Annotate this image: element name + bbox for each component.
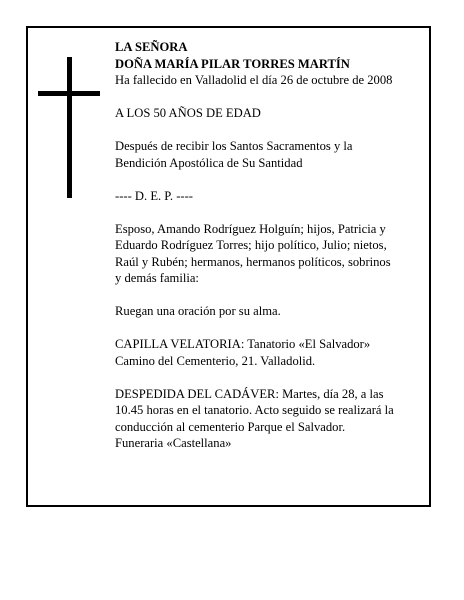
prayer-line: Ruegan una oración por su alma.: [115, 304, 281, 318]
family-line: y demás familia:: [115, 271, 199, 285]
funeral-home-line: Funeraria «Castellana»: [115, 436, 232, 450]
farewell-line: 10.45 horas en el tanatorio. Acto seguido se realizará la: [115, 403, 394, 417]
rip-block: [115, 188, 427, 205]
deceased-name: DOÑA MARÍA PILAR TORRES MARTÍN: [115, 56, 350, 71]
family-line: Esposo, Amando Rodríguez Holguín; hijos, Patricia y: [115, 221, 386, 236]
family-block: [115, 221, 427, 287]
farewell-block: [115, 386, 427, 452]
death-announcement: Ha fallecido en Valladolid el día 26 de octubre de 2008: [115, 73, 393, 87]
age-line: A LOS 50 AÑOS DE EDAD: [115, 106, 261, 120]
chapel-block: [115, 336, 427, 369]
title-line: LA SEÑORA: [115, 40, 188, 54]
farewell-line: conducción al cementerio Parque el Salvador.: [115, 419, 346, 434]
obituary-notice: [26, 26, 431, 507]
sacraments-line: Después de recibir los Santos Sacramentos y la: [115, 139, 353, 153]
sacraments-block: [115, 138, 427, 171]
family-line: Raúl y Rubén; hermanos, hermanos políticos, sobrinos: [115, 254, 391, 269]
header-block: [115, 39, 427, 89]
farewell-line: DESPEDIDA DEL CADÁVER: Martes, día 28, a las: [115, 386, 384, 401]
age-block: [115, 105, 427, 122]
family-line: Eduardo Rodríguez Torres; hijo político, Julio; nietos,: [115, 238, 387, 252]
obituary-text: [115, 39, 427, 468]
rip-line: ---- D. E. P. ----: [115, 188, 193, 203]
cross-vertical-bar: [67, 57, 72, 198]
chapel-line: CAPILLA VELATORIA: Tanatorio «El Salvador»: [115, 337, 371, 351]
cross-horizontal-bar: [38, 91, 100, 96]
sacraments-line: Bendición Apostólica de Su Santidad: [115, 155, 303, 170]
cross-icon: [38, 57, 100, 198]
prayer-block: [115, 303, 427, 320]
chapel-address-line: Camino del Cementerio, 21. Valladolid.: [115, 353, 316, 368]
